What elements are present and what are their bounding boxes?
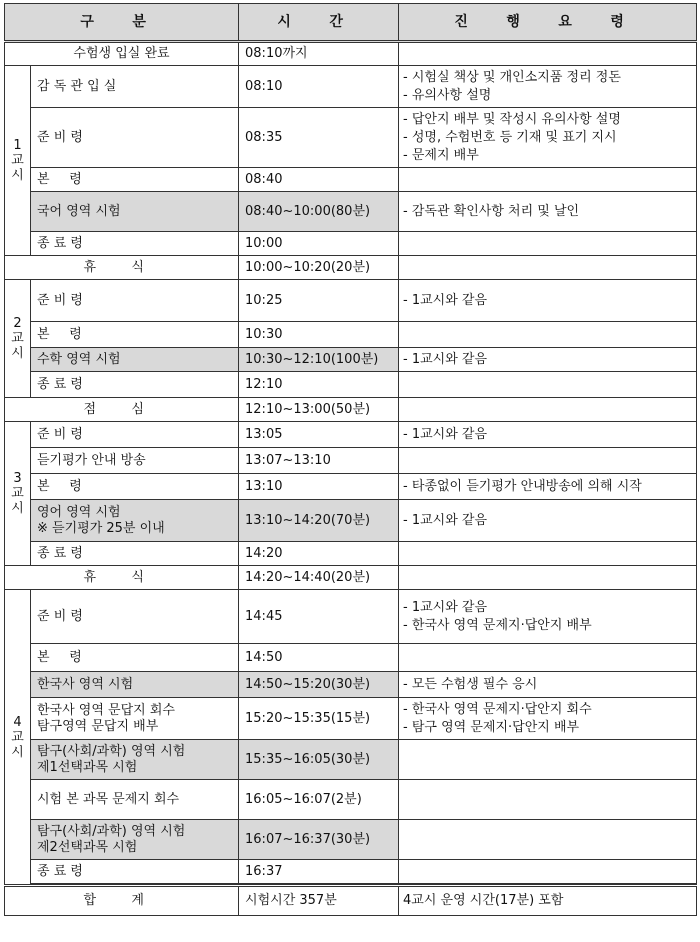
row-label: 본 령 <box>31 474 239 500</box>
row-time: 16:07~16:37(30분) <box>239 820 399 860</box>
row-label: 준 비 령 <box>31 108 239 168</box>
row-label: 종 료 령 <box>31 542 239 566</box>
row-time: 15:20~15:35(15분) <box>239 698 399 740</box>
row-label: 준 비 령 <box>31 280 239 322</box>
total-label: 합 계 <box>5 886 239 916</box>
row-notes: - 한국사 영역 문제지·답안지 회수 - 탐구 영역 문제지·답안지 배부 <box>399 698 697 740</box>
row-time: 15:35~16:05(30분) <box>239 740 399 780</box>
row-time: 08:10 <box>239 66 399 108</box>
row-notes <box>399 322 697 348</box>
total-time: 시험시간 357분 <box>239 886 399 916</box>
table-row <box>5 42 697 66</box>
table-row <box>5 698 697 740</box>
row-notes: - 1교시와 같음 <box>399 280 697 322</box>
row-notes <box>399 644 697 672</box>
row-time: 08:35 <box>239 108 399 168</box>
row-time: 10:00~10:20(20분) <box>239 256 399 280</box>
row-label: 점 심 <box>5 398 239 422</box>
table-row <box>5 168 697 192</box>
row-notes: - 1교시와 같음 <box>399 348 697 372</box>
exam-schedule-table <box>4 3 697 916</box>
row-time: 16:05~16:07(2분) <box>239 780 399 820</box>
table-row <box>5 256 697 280</box>
row-notes: - 1교시와 같음 <box>399 422 697 448</box>
row-label: 본 령 <box>31 168 239 192</box>
row-notes <box>399 740 697 780</box>
header-category: 구 분 <box>5 4 239 42</box>
row-notes: - 모든 수험생 필수 응시 <box>399 672 697 698</box>
row-notes <box>399 168 697 192</box>
row-time: 13:10~14:20(70분) <box>239 500 399 542</box>
row-label: 휴 식 <box>5 256 239 280</box>
row-label: 한국사 영역 문답지 회수 탐구영역 문답지 배부 <box>31 698 239 740</box>
table-row <box>5 280 697 322</box>
row-time: 14:45 <box>239 590 399 644</box>
row-time: 10:30 <box>239 322 399 348</box>
row-time: 13:05 <box>239 422 399 448</box>
row-notes: - 답안지 배부 및 작성시 유의사항 설명 - 성명, 수험번호 등 기재 및 표기 지시 - 문제지 배부 <box>399 108 697 168</box>
row-label: 시험 본 과목 문제지 회수 <box>31 780 239 820</box>
row-notes <box>399 448 697 474</box>
row-time: 14:50 <box>239 644 399 672</box>
table-row <box>5 448 697 474</box>
row-label: 준 비 령 <box>31 422 239 448</box>
row-label: 감 독 관 입 실 <box>31 66 239 108</box>
row-time: 10:30~12:10(100분) <box>239 348 399 372</box>
table-row <box>5 860 697 884</box>
row-notes <box>399 860 697 884</box>
row-notes: - 타종없이 듣기평가 안내방송에 의해 시작 <box>399 474 697 500</box>
header-time: 시 간 <box>239 4 399 42</box>
row-label: 수험생 입실 완료 <box>5 42 239 66</box>
row-notes: - 1교시와 같음 <box>399 500 697 542</box>
row-label: 종 료 령 <box>31 232 239 256</box>
row-notes <box>399 256 697 280</box>
period-3-label: 3 교 시 <box>5 422 31 566</box>
row-label: 탐구(사회/과학) 영역 시험 제1선택과목 시험 <box>31 740 239 780</box>
row-time: 16:37 <box>239 860 399 884</box>
table-row <box>5 672 697 698</box>
row-time: 12:10~13:00(50분) <box>239 398 399 422</box>
table-row <box>5 740 697 780</box>
table-row <box>5 590 697 644</box>
period-2-label: 2 교 시 <box>5 280 31 398</box>
row-notes <box>399 780 697 820</box>
table-row <box>5 820 697 860</box>
row-notes <box>399 820 697 860</box>
row-label: 한국사 영역 시험 <box>31 672 239 698</box>
row-time: 08:40 <box>239 168 399 192</box>
table-row <box>5 192 697 232</box>
table-row <box>5 422 697 448</box>
row-label: 탐구(사회/과학) 영역 시험 제2선택과목 시험 <box>31 820 239 860</box>
row-time: 14:20 <box>239 542 399 566</box>
row-label: 휴 식 <box>5 566 239 590</box>
row-label: 준 비 령 <box>31 590 239 644</box>
row-time: 14:50~15:20(30분) <box>239 672 399 698</box>
total-row <box>5 886 697 916</box>
row-notes <box>399 372 697 398</box>
row-time: 10:00 <box>239 232 399 256</box>
row-notes: - 시험실 책상 및 개인소지품 정리 정돈 - 유의사항 설명 <box>399 66 697 108</box>
header-row <box>5 4 697 42</box>
row-time: 08:40~10:00(80분) <box>239 192 399 232</box>
row-label: 수학 영역 시험 <box>31 348 239 372</box>
table-row <box>5 322 697 348</box>
table-row <box>5 232 697 256</box>
header-procedure: 진 행 요 령 <box>399 4 697 42</box>
row-label: 본 령 <box>31 322 239 348</box>
table-row <box>5 348 697 372</box>
row-label: 듣기평가 안내 방송 <box>31 448 239 474</box>
row-notes <box>399 232 697 256</box>
row-time: 14:20~14:40(20분) <box>239 566 399 590</box>
row-time: 10:25 <box>239 280 399 322</box>
table-row <box>5 66 697 108</box>
row-label: 영어 영역 시험 ※ 듣기평가 25분 이내 <box>31 500 239 542</box>
row-label: 국어 영역 시험 <box>31 192 239 232</box>
row-notes: - 감독관 확인사항 처리 및 날인 <box>399 192 697 232</box>
row-notes <box>399 566 697 590</box>
table-row <box>5 566 697 590</box>
row-time: 13:10 <box>239 474 399 500</box>
table-row <box>5 644 697 672</box>
row-label: 종 료 령 <box>31 372 239 398</box>
table-row <box>5 474 697 500</box>
table-row <box>5 108 697 168</box>
table-row <box>5 780 697 820</box>
row-label: 종 료 령 <box>31 860 239 884</box>
row-time: 13:07~13:10 <box>239 448 399 474</box>
period-1-label: 1 교 시 <box>5 66 31 256</box>
row-notes: - 1교시와 같음 - 한국사 영역 문제지·답안지 배부 <box>399 590 697 644</box>
row-time: 08:10까지 <box>239 42 399 66</box>
row-notes <box>399 542 697 566</box>
row-notes <box>399 398 697 422</box>
total-note: 4교시 운영 시간(17분) 포함 <box>399 886 697 916</box>
table-row <box>5 500 697 542</box>
table-row <box>5 398 697 422</box>
row-label: 본 령 <box>31 644 239 672</box>
period-4-label: 4 교 시 <box>5 590 31 886</box>
table-row <box>5 372 697 398</box>
row-notes <box>399 42 697 66</box>
row-time: 12:10 <box>239 372 399 398</box>
table-row <box>5 542 697 566</box>
